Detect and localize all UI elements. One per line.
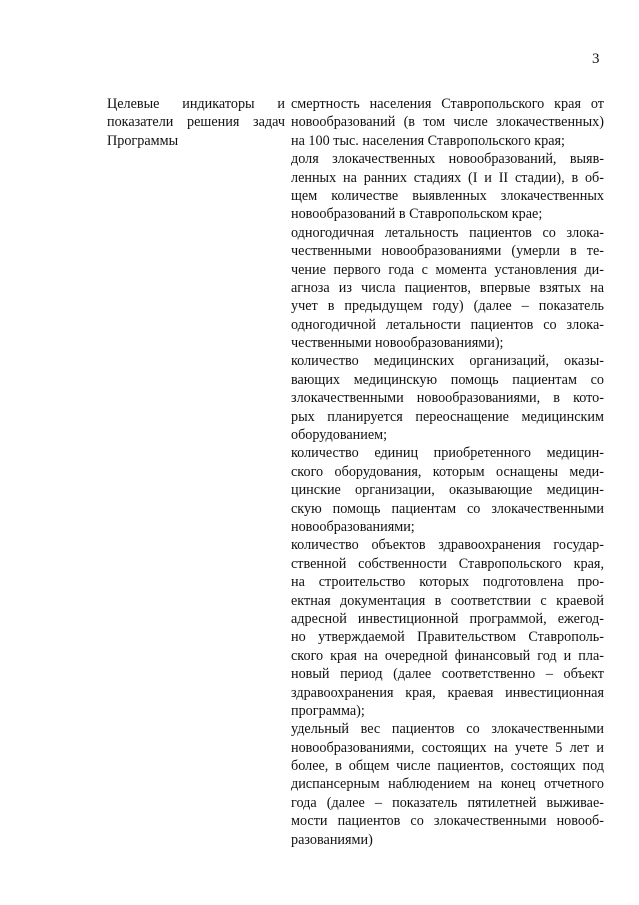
content-line: вающих медицинскую помощь пациентам со [291, 371, 604, 388]
label-word: и [277, 96, 285, 112]
section-content [291, 95, 604, 849]
content-line: ского края на очередной финансовый год и пла- [291, 647, 604, 664]
content-line: чественными новообразованиями (умерли в те- [291, 243, 604, 260]
content-line: мости пациентов со злокачественными новооб- [291, 813, 604, 830]
content-line: ственной собственности Ставропольского края, [291, 555, 604, 572]
content-line: ского оборудования, которым оснащены меди- [291, 463, 604, 480]
content-line: рых планируется переоснащение медицинским [291, 408, 604, 425]
content-line: учет в предыдущем году) (далее – показатель [291, 298, 604, 315]
content-line: адресной инвестиционной программой, ежегод- [291, 610, 604, 627]
content-line: одногодичной летальности пациентов со злока- [291, 316, 604, 333]
content-line: цинские организации, оказывающие медицин- [291, 482, 604, 499]
content-line: оборудованием; [291, 427, 388, 444]
content-line: но утверждаемой Правительством Ставрополь- [291, 629, 604, 646]
content-line: чественными новообразованиями); [291, 335, 504, 352]
label-word: индикаторы [182, 96, 255, 112]
content-line: года (далее – показатель пятилетней выживае- [291, 794, 604, 811]
label-word: решения [187, 114, 240, 131]
label-line [107, 113, 285, 131]
content-line: ленных на ранних стадиях (I и II стадии), в об- [291, 169, 604, 186]
content-line: программа); [291, 702, 365, 719]
content-line: новый период (далее соответственно – объект [291, 666, 604, 683]
content-line: здравоохранения края, краевая инвестиционная [291, 684, 604, 701]
content-line: скую помощь пациентам со злокачественными [291, 500, 604, 517]
content-line: удельный вес пациентов со злокачественными [291, 721, 604, 738]
content-line: на строительство которых подготовлена про- [291, 574, 604, 591]
label-word: Целевые [107, 96, 160, 112]
content-line: щем количестве выявленных злокачественных [291, 187, 604, 204]
label-word: Программы [107, 132, 179, 149]
content-line: новообразованиями, состоящих на учете 5 лет и [291, 739, 604, 756]
label-line [107, 132, 285, 150]
content-line: новообразований в Ставропольском крае; [291, 206, 543, 223]
label-word: показатели [107, 114, 174, 131]
label-line [107, 95, 285, 113]
content-line: более, в общем числе пациентов, состоящих под [291, 758, 604, 775]
content-line: диспансерным наблюдением на конец отчетного [291, 776, 604, 793]
content-line: новообразованиями; [291, 518, 415, 535]
section-label [107, 95, 285, 150]
content-line: одногодичная летальность пациентов со злока- [291, 224, 604, 241]
content-line: злокачественными новообразованиями, в кото- [291, 390, 604, 407]
page-number: 3 [592, 51, 600, 67]
content-line: новообразований (в том числе злокачественных) [291, 114, 604, 131]
content-line: смертность населения Ставропольского края от [291, 96, 604, 112]
content-line: разованиями) [291, 831, 373, 848]
content-line: на 100 тыс. населения Ставропольского края; [291, 132, 565, 149]
content-line: ектная документация в соответствии с краевой [291, 592, 604, 609]
content-line: агноза из числа пациентов, впервые взятых на [291, 279, 604, 296]
content-line: количество единиц приобретенного медицин- [291, 445, 604, 462]
content-line: чение первого года с момента установления ди- [291, 261, 604, 278]
content-line: количество медицинских организаций, оказы- [291, 353, 604, 370]
content-line: количество объектов здравоохранения государ- [291, 537, 604, 554]
label-word: задач [253, 114, 285, 131]
content-line: доля злокачественных новообразований, выяв- [291, 151, 604, 168]
